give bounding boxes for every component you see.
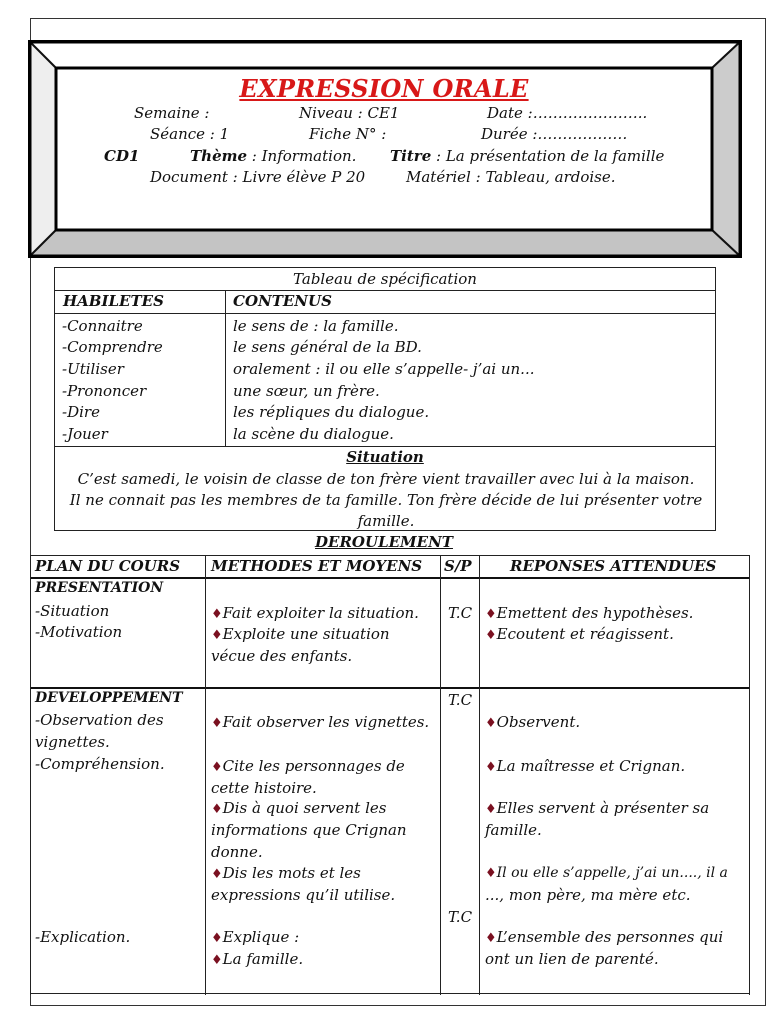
response-text: Il ou elle s’appelle, j’ai un...., il a: [496, 865, 728, 881]
method-text: Dis les mots et les: [222, 864, 361, 882]
methods-header: METHODES ET MOYENS: [211, 557, 423, 575]
response-item: [485, 862, 728, 885]
situation-text: [63, 469, 709, 532]
divider: [749, 555, 750, 995]
method-item: [211, 862, 361, 886]
divider: [55, 446, 715, 447]
plan-item: -Compréhension.: [35, 755, 165, 773]
response-text: Observent.: [496, 713, 581, 731]
titre-label: Titre: [390, 147, 432, 165]
arrow-bullet-icon: ♦: [211, 867, 223, 882]
response-item: [485, 623, 674, 647]
arrow-bullet-icon: ♦: [211, 802, 223, 817]
response-item: [485, 711, 580, 735]
method-text: cette histoire.: [211, 779, 317, 797]
habilete-cell: -Prononcer: [62, 382, 147, 400]
arrow-bullet-icon: ♦: [485, 607, 497, 622]
divider: [55, 313, 715, 314]
response-item: [485, 797, 709, 821]
theme-label: Thème: [190, 147, 248, 165]
situation-line: famille.: [357, 512, 415, 530]
sp-value: T.C: [448, 908, 473, 926]
arrow-bullet-icon: ♦: [485, 802, 497, 817]
method-text: informations que Crignan: [211, 821, 407, 839]
date-field: Date :…………………..: [487, 104, 648, 122]
habilete-cell: -Utiliser: [62, 360, 124, 378]
materiel-field: Matériel : Tableau, ardoise.: [406, 168, 616, 186]
arrow-bullet-icon: ♦: [211, 628, 223, 643]
lesson-plan-table: [30, 555, 750, 995]
response-item: [485, 755, 685, 779]
cd-label: CD1: [104, 147, 140, 165]
arrow-bullet-icon: ♦: [485, 866, 497, 881]
divider: [30, 993, 750, 994]
method-text: Cite les personnages de: [222, 757, 405, 775]
divider: [55, 290, 715, 291]
presentation-section-title: PRESENTATION: [35, 580, 164, 596]
niveau-field: Niveau : CE1: [299, 104, 400, 122]
situation-line: C’est samedi, le voisin de classe de ton frère vient travailler avec lui à la maison.: [77, 470, 695, 488]
lesson-header: [56, 68, 712, 228]
response-text: L’ensemble des personnes qui: [496, 928, 724, 946]
response-text: ont un lien de parenté.: [485, 950, 659, 968]
response-text: Elles servent à présenter sa: [496, 799, 710, 817]
lesson-title: EXPRESSION ORALE: [239, 74, 529, 103]
response-text: ..., mon père, ma mère etc.: [485, 886, 691, 904]
arrow-bullet-icon: ♦: [485, 931, 497, 946]
arrow-bullet-icon: ♦: [211, 607, 223, 622]
divider: [30, 555, 31, 995]
plan-item: -Explication.: [35, 928, 131, 946]
plan-item: vignettes.: [35, 733, 110, 751]
sp-value: T.C: [448, 604, 473, 622]
divider: [205, 555, 206, 995]
divider: [30, 555, 750, 556]
contenu-cell: oralement : il ou elle s’appelle- j’ai un...: [233, 360, 535, 378]
habilete-cell: -Jouer: [62, 425, 108, 443]
document-field: Document : Livre élève P 20: [150, 168, 366, 186]
developpement-section-title: DEVELOPPEMENT: [35, 690, 183, 706]
contenu-cell: les répliques du dialogue.: [233, 403, 430, 421]
theme-value: : Information.: [247, 147, 357, 165]
method-text: Explique :: [222, 928, 300, 946]
divider: [479, 555, 480, 995]
arrow-bullet-icon: ♦: [485, 628, 497, 643]
contenu-cell: le sens général de la BD.: [233, 338, 422, 356]
method-item: [211, 948, 303, 972]
habilete-cell: -Dire: [62, 403, 100, 421]
arrow-bullet-icon: ♦: [485, 760, 497, 775]
responses-header: REPONSES ATTENDUES: [510, 557, 717, 575]
plan-header: PLAN DU COURS: [35, 557, 181, 575]
sp-header: S/P: [444, 557, 472, 575]
method-item: [211, 926, 299, 950]
contenu-cell: une sœur, un frère.: [233, 382, 380, 400]
habilete-cell: -Comprendre: [62, 338, 163, 356]
arrow-bullet-icon: ♦: [211, 716, 223, 731]
method-text: vécue des enfants.: [211, 647, 353, 665]
response-text: La maîtresse et Crignan.: [496, 757, 686, 775]
method-item: [211, 797, 386, 821]
plan-item: -Situation: [35, 602, 110, 620]
method-item: [211, 711, 429, 735]
sp-value: T.C: [448, 691, 473, 709]
method-text: Fait observer les vignettes.: [222, 713, 430, 731]
method-text: La famille.: [222, 950, 304, 968]
seance-field: Séance : 1: [150, 125, 230, 143]
deroulement-title: DEROULEMENT: [315, 533, 453, 551]
titre-value: : La présentation de la famille: [431, 147, 665, 165]
method-text: expressions qu’il utilise.: [211, 886, 396, 904]
fiche-field: Fiche N° :: [309, 125, 387, 143]
arrow-bullet-icon: ♦: [211, 953, 223, 968]
theme-field: [190, 147, 356, 165]
semaine-field: Semaine :: [134, 104, 210, 122]
method-text: Dis à quoi servent les: [222, 799, 387, 817]
spec-caption: Tableau de spécification: [293, 270, 477, 288]
situation-line: Il ne connait pas les membres de ta famille. Ton frère décide de lui présenter votre: [69, 491, 703, 509]
habiletes-header: HABILETES: [63, 292, 164, 310]
arrow-bullet-icon: ♦: [211, 760, 223, 775]
method-item: [211, 623, 390, 647]
titre-field: [390, 147, 664, 165]
contenu-cell: le sens de : la famille.: [233, 317, 399, 335]
method-text: donne.: [211, 843, 263, 861]
duree-field: Durée :………………: [481, 125, 628, 143]
plan-item: -Motivation: [35, 623, 123, 641]
divider: [440, 555, 441, 995]
arrow-bullet-icon: ♦: [485, 716, 497, 731]
contenus-header: CONTENUS: [233, 292, 332, 310]
method-item: [211, 755, 405, 779]
response-text: Ecoutent et réagissent.: [496, 625, 674, 643]
plan-item: -Observation des: [35, 711, 164, 729]
arrow-bullet-icon: ♦: [211, 931, 223, 946]
response-item: [485, 926, 723, 950]
response-text: Emettent des hypothèses.: [496, 604, 694, 622]
situation-title: Situation: [346, 448, 424, 466]
specification-table: [54, 267, 716, 531]
response-text: famille.: [485, 821, 542, 839]
habilete-cell: -Connaitre: [62, 317, 143, 335]
method-text: Fait exploiter la situation.: [222, 604, 419, 622]
divider: [225, 290, 226, 447]
method-text: Exploite une situation: [222, 625, 390, 643]
contenu-cell: la scène du dialogue.: [233, 425, 394, 443]
